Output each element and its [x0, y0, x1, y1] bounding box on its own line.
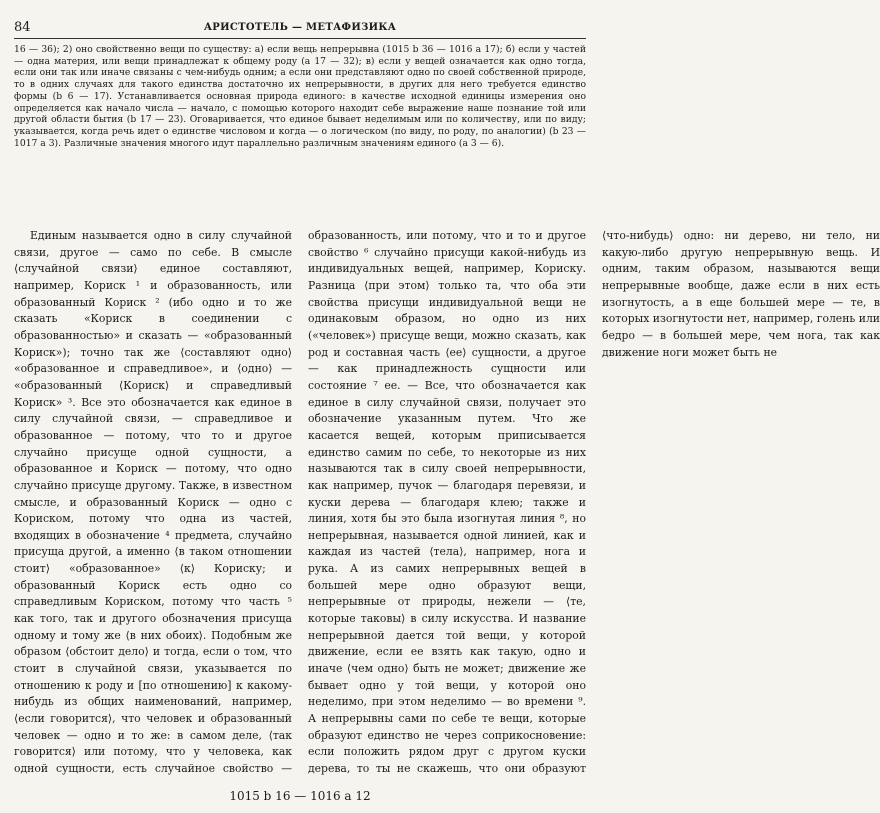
running-title: АРИСТОТЕЛЬ — МЕТАФИЗИКА	[203, 22, 397, 33]
bekker-reference: 1015 b 16 — 1016 a 12	[229, 789, 371, 803]
page-number: 84	[14, 20, 31, 35]
chapter-summary	[14, 44, 586, 149]
body-paragraph: Единым называется одно в силу случайной связи, другое — само по себе. В смысле ⟨случайной связи⟩ единое составляют, например, Кориск ¹ и образованность, или образованный Кориск ² (ибо одно и то же сказать «Кориск в соединении с образованностью» и сказать — «образованный Кориск»); точно так же ⟨составляют одно⟩ «образованное и справедливое», и ⟨одно⟩ — «образованный ⟨Кориск⟩ и справедливый Кориск» ³. Все это обозначается как единое в силу случайной связи, — справедливое и образованное — потому, что то и другое случайно присуще одной сущности, а образованное и Кориск — потому, что одно случайно присуще другому. Также, в известном смысле, и образованный Кориск — одно с Кориском, потому что одна из частей, входящих в обозначение ⁴ предмета, случайно присуща другой, а именно ⟨в таком отношении стоит⟩ «образованное» ⟨к⟩ Кориску; и образованный Кориск есть одно со справедливым Кориском, потому что часть ⁵ как того, так и другого обозначения присуща одному и тому же ⟨в них обоих⟩. Подобным же образом ⟨обстоит дело⟩ и тогда, если о том, что стоит в случайной связи, указывается по отношению к роду и [по отношению] к какому-нибудь из общих наименований, например, ⟨если говорится⟩, что человек и образованный человек — одно и то же: в самом деле, ⟨так говорится⟩ или потому, что у человека, как одной сущности, есть случайное свойство — образованность, или потому, что и то и другое свойство ⁶ случайно присущи какой-нибудь из индивидуальных вещей, например, Кориску. Разница ⟨при этом⟩ только та, что оба эти свойства присущи индивидуальной вещи не одинаковым образом, но одно из них («человек») присуще вещи, можно сказать, как род и составная часть ⟨ее⟩ сущности, а другое — как принадлежность сущности или состояние ⁷ ее. — Все, что обозначается как единое в силу случайной связи, получает это обозначение указанным путем. Что же касается вещей, которым приписывается единство самим по себе, то некоторые из них называются так в силу своей непрерывности, как например, пучок — благодаря перевязи, и куски дерева — благодаря клею; также и линия, хотя бы это была изогнутая линия ⁸, но непрерывная, называется одной линией, как и каждая из частей ⟨тела⟩, например, нога и рука. А из самих непрерывных вещей в большей мере одно образуют вещи, непрерывные от природы, нежели — ⟨те, которые таковы⟩ в силу искусства. И название непрерывной дается той вещи, у которой движение, если ее взять как такую, одно и иначе ⟨чем одно⟩ быть не может; движение же бывает одно у той вещи, у которой оно неделимо, при этом неделимо — во времени ⁹. А непрерывны сами по себе те вещи, которые образуют единство не через соприкосновение: если положить рядом друг с другом куски дерева, то ты не скажешь, что они образуют ⟨что-нибудь⟩ одно: ни дерево, ни тело, ни какую-либо другую непрерывную вещь. И одним, таким образом, называются вещи непрерывные вообще, даже если в них есть изогнутость, а в еще большей мере — те, в которых изогнутости нет, например, голень или бедро — в большей мере, чем нога, так как движение ноги может быть не	[14, 229, 880, 775]
page-header	[14, 20, 586, 38]
summary-text: 16 — 36); 2) оно свойственно вещи по существу: а) если вещь непрерывна (1015 b 36 — 1016 a 17); б) если у частей — одна материя, или вещи принадлежат к общему роду (a 17 — 32); в) если у вещей означается как одно тогда, если они так или иначе связаны с чем-нибудь одним; а если они представляют одно по своей собственной природе, то в одних случаях для такого единства достаточно их непрерывности, в других для него требуется единство формы (b 6 — 17). Устанавливается основная природа единого: в качестве исходной единицы измерения оно определяется как начало числа — начало, с помощью которого находит себе выражение наше познание той или другой области бытия (b 17 — 23). Оговаривается, что единое бывает неделимым или по количеству, или по виду; указывается, когда речь идет о единстве числовом и когда — о логическом (по виду, по роду, по аналогии) (b 23 — 1017 a 3). Различные значения многого идут параллельно различным значениям единого (a 3 — 6).	[14, 44, 586, 149]
header-rule	[14, 38, 586, 39]
main-text	[14, 228, 880, 778]
